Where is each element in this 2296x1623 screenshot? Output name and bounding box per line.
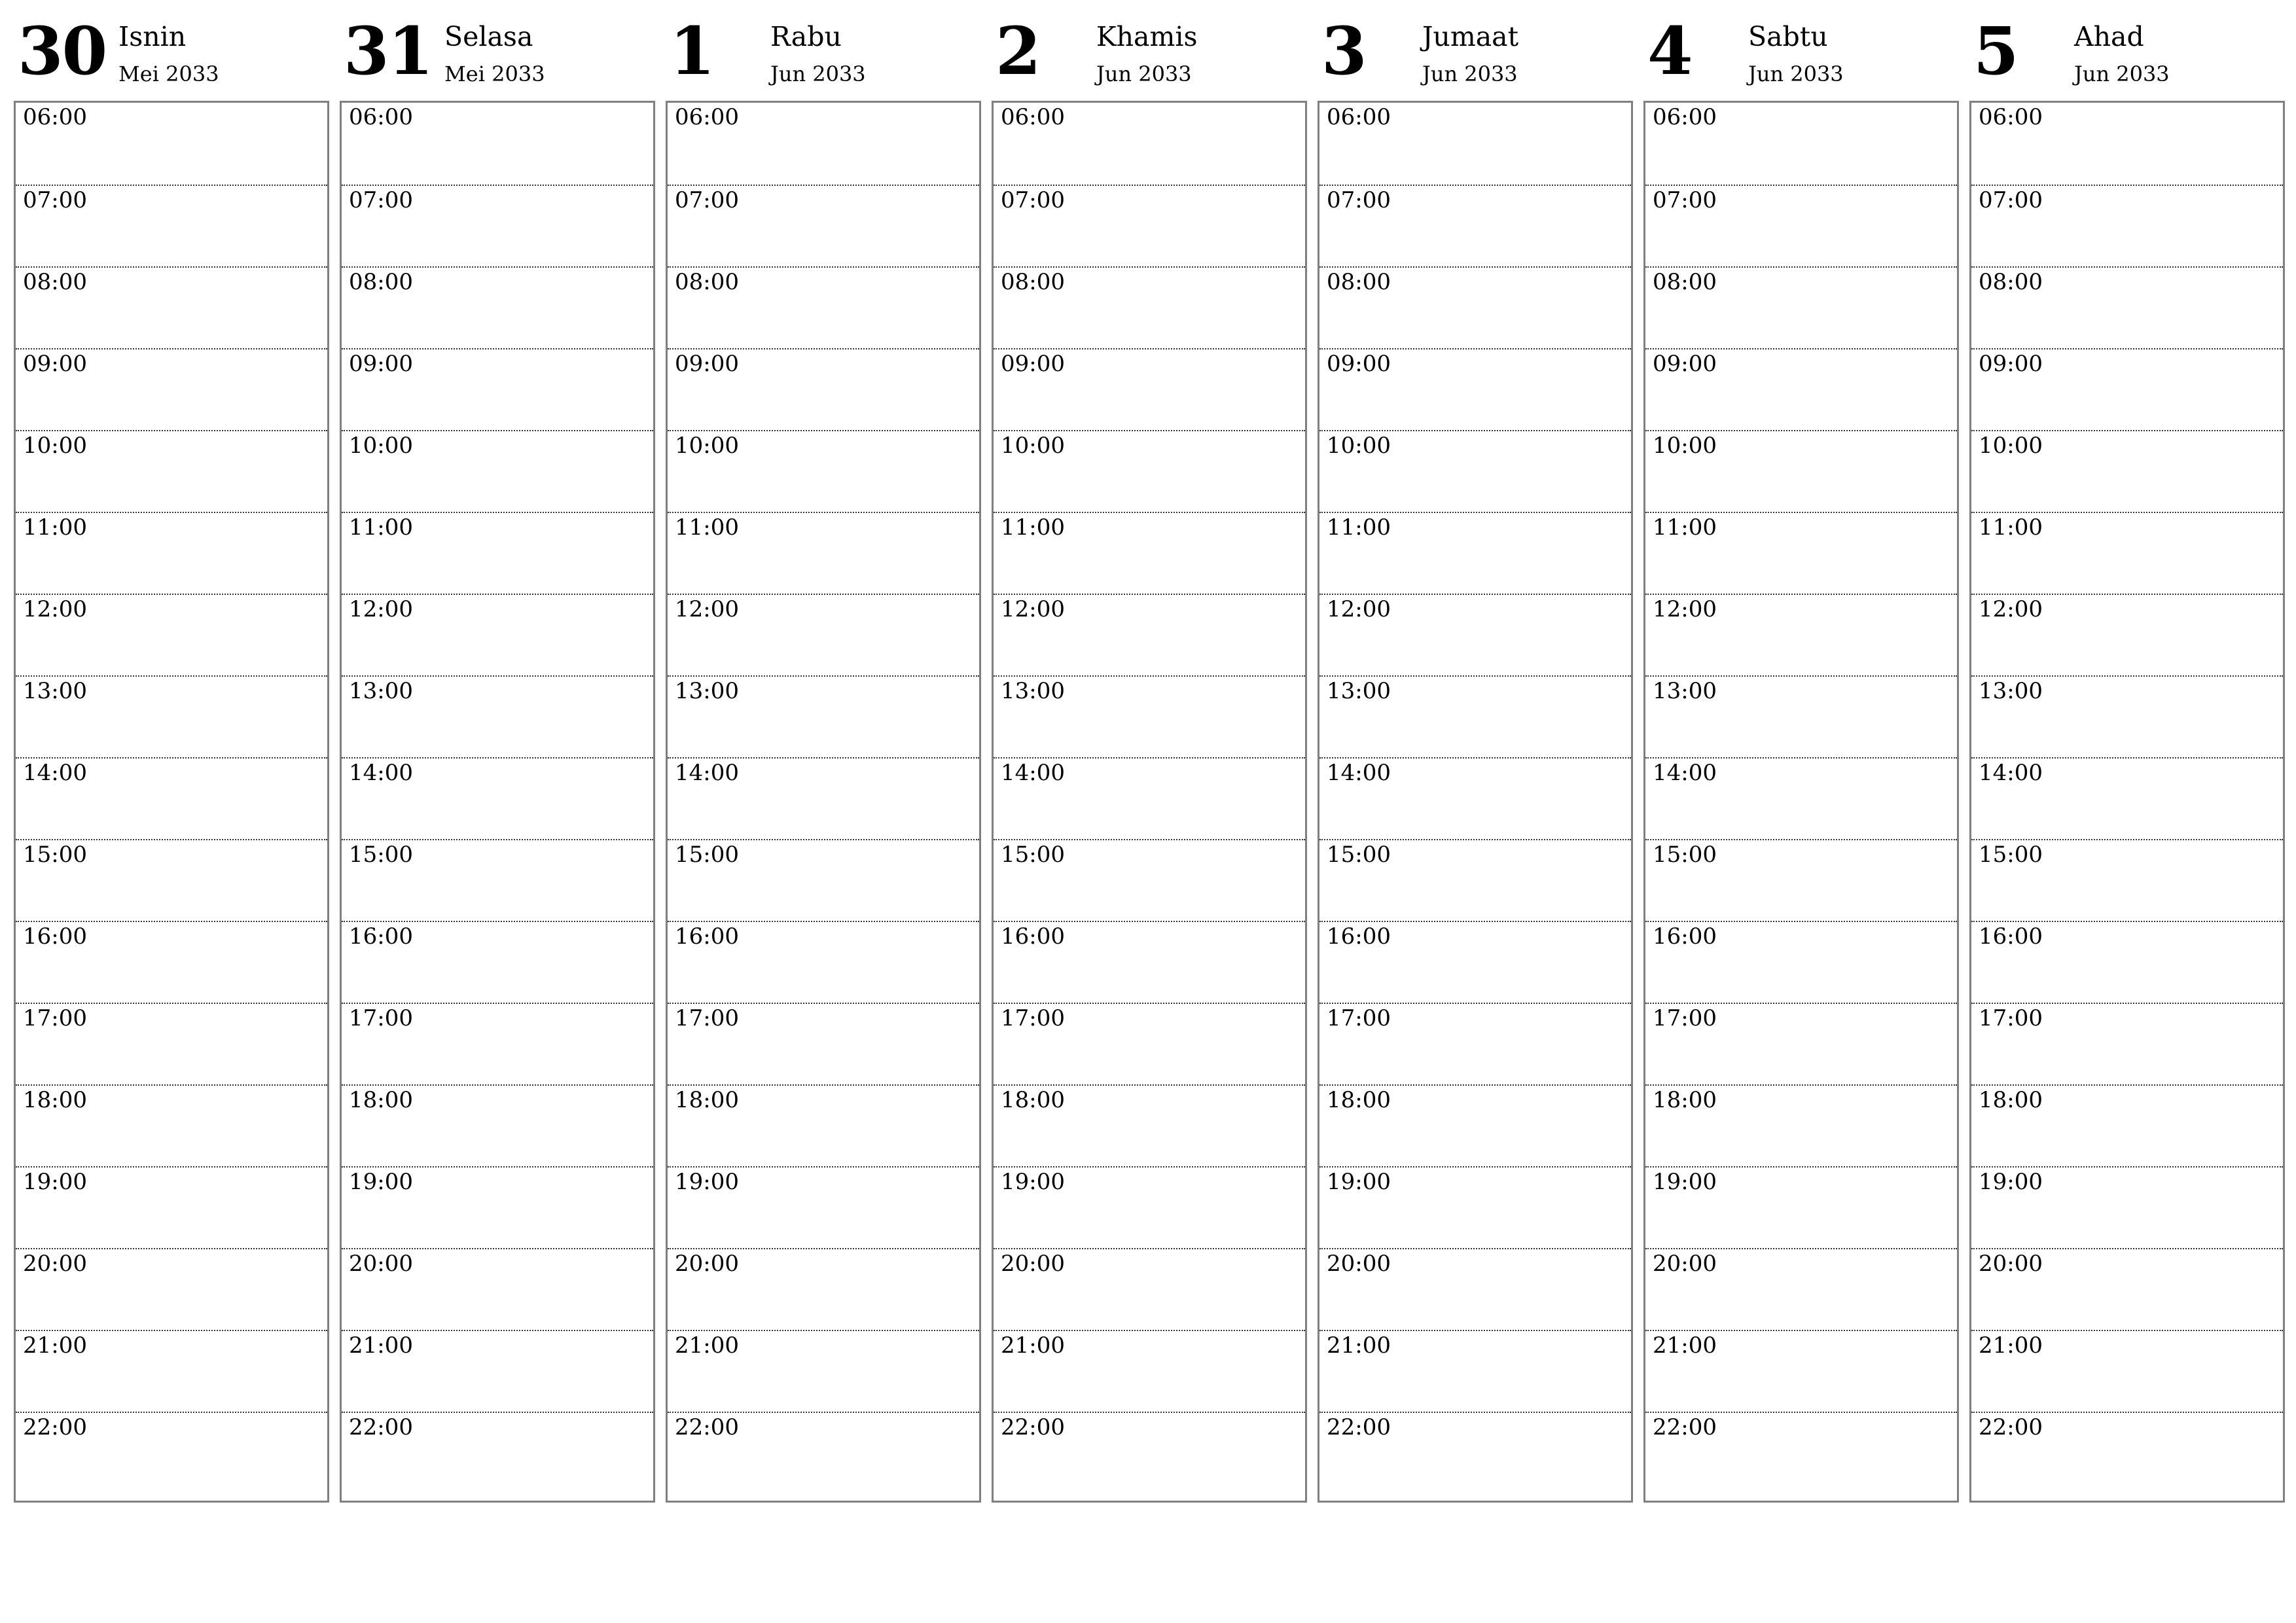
slot-time-label: 16:00: [349, 923, 413, 950]
time-slot[interactable]: [1645, 1166, 1957, 1248]
time-slot[interactable]: [994, 1084, 1305, 1166]
time-slot[interactable]: [1319, 1084, 1631, 1166]
time-slot[interactable]: [16, 594, 327, 675]
slot-time-label: 14:00: [675, 760, 739, 786]
slot-time-label: 09:00: [675, 351, 739, 377]
day-name: Jumaat: [1422, 21, 1519, 52]
time-slot[interactable]: [1971, 594, 2283, 675]
time-slot[interactable]: [1645, 757, 1957, 839]
slot-time-label: 11:00: [1001, 514, 1065, 541]
time-slot[interactable]: [1971, 921, 2283, 1003]
time-slot[interactable]: [1319, 103, 1631, 185]
slot-time-label: 21:00: [1001, 1332, 1065, 1359]
slot-time-label: 21:00: [1979, 1332, 2043, 1359]
slot-time-label: 11:00: [1653, 514, 1717, 541]
time-slot[interactable]: [994, 675, 1305, 757]
day-number: 4: [1647, 12, 1692, 90]
slot-time-label: 14:00: [1327, 760, 1391, 786]
slot-time-label: 09:00: [349, 351, 413, 377]
time-slot[interactable]: [342, 1084, 653, 1166]
day-column: [1969, 12, 2284, 1501]
slot-time-label: 12:00: [1001, 596, 1065, 622]
day-column: [340, 12, 654, 1501]
day-month: Jun 2033: [1748, 62, 1844, 86]
slot-time-label: 06:00: [23, 104, 87, 130]
slot-time-label: 16:00: [1653, 923, 1717, 950]
time-slot[interactable]: [1319, 430, 1631, 512]
slot-time-label: 06:00: [1979, 104, 2043, 130]
time-slot[interactable]: [1971, 757, 2283, 839]
slot-time-label: 10:00: [23, 433, 87, 459]
slot-time-label: 22:00: [1327, 1414, 1391, 1440]
time-slot[interactable]: [16, 1412, 327, 1493]
slot-time-label: 21:00: [1653, 1332, 1717, 1359]
day-number: 31: [344, 12, 433, 90]
time-slot[interactable]: [994, 1412, 1305, 1493]
time-slot[interactable]: [1319, 839, 1631, 921]
slot-time-label: 20:00: [1979, 1251, 2043, 1277]
day-header: [340, 12, 654, 99]
time-slot[interactable]: [668, 675, 979, 757]
time-slot[interactable]: [342, 594, 653, 675]
slot-time-label: 19:00: [1327, 1169, 1391, 1195]
time-slot[interactable]: [1319, 594, 1631, 675]
time-slot[interactable]: [994, 430, 1305, 512]
slot-time-label: 21:00: [349, 1332, 413, 1359]
slot-time-label: 10:00: [1327, 433, 1391, 459]
slot-time-label: 10:00: [1653, 433, 1717, 459]
slot-time-label: 07:00: [1979, 187, 2043, 213]
slot-time-label: 11:00: [675, 514, 739, 541]
slot-time-label: 15:00: [1979, 842, 2043, 868]
slot-time-label: 11:00: [349, 514, 413, 541]
slot-time-label: 08:00: [1653, 269, 1717, 295]
time-slot[interactable]: [342, 348, 653, 430]
slot-time-label: 13:00: [1979, 678, 2043, 704]
time-slot[interactable]: [994, 839, 1305, 921]
slot-time-label: 20:00: [349, 1251, 413, 1277]
slot-time-label: 18:00: [1979, 1087, 2043, 1113]
slot-time-label: 07:00: [1653, 187, 1717, 213]
time-slot[interactable]: [342, 430, 653, 512]
slot-time-label: 16:00: [1979, 923, 2043, 950]
time-slot[interactable]: [342, 839, 653, 921]
time-slot[interactable]: [668, 430, 979, 512]
slot-time-label: 19:00: [23, 1169, 87, 1195]
day-name: Selasa: [444, 21, 533, 52]
time-slot[interactable]: [342, 1166, 653, 1248]
time-slot[interactable]: [16, 1003, 327, 1084]
slot-time-label: 14:00: [1653, 760, 1717, 786]
time-slot[interactable]: [1971, 512, 2283, 594]
slot-time-label: 15:00: [1001, 842, 1065, 868]
slot-time-label: 17:00: [1979, 1005, 2043, 1031]
slot-time-label: 22:00: [23, 1414, 87, 1440]
time-slot[interactable]: [342, 512, 653, 594]
slot-time-label: 10:00: [675, 433, 739, 459]
time-slot[interactable]: [342, 185, 653, 266]
slot-time-label: 06:00: [349, 104, 413, 130]
time-slot[interactable]: [1645, 921, 1957, 1003]
slot-time-label: 13:00: [1001, 678, 1065, 704]
time-slot[interactable]: [342, 757, 653, 839]
time-slot[interactable]: [668, 185, 979, 266]
slot-time-label: 06:00: [1327, 104, 1391, 130]
time-slot[interactable]: [994, 1248, 1305, 1330]
time-slot[interactable]: [1319, 1003, 1631, 1084]
slot-time-label: 10:00: [1001, 433, 1065, 459]
time-slot[interactable]: [1645, 185, 1957, 266]
slot-time-label: 16:00: [675, 923, 739, 950]
time-slot[interactable]: [16, 1084, 327, 1166]
time-slot[interactable]: [994, 103, 1305, 185]
slot-time-label: 22:00: [349, 1414, 413, 1440]
weekly-planner: [14, 12, 2291, 1501]
day-name: Sabtu: [1748, 21, 1828, 52]
slot-time-label: 12:00: [1653, 596, 1717, 622]
time-slot[interactable]: [1971, 1330, 2283, 1412]
slot-time-label: 11:00: [1327, 514, 1391, 541]
slot-time-label: 12:00: [675, 596, 739, 622]
slot-time-label: 06:00: [675, 104, 739, 130]
slot-time-label: 22:00: [1979, 1414, 2043, 1440]
slot-time-label: 18:00: [23, 1087, 87, 1113]
time-slot[interactable]: [668, 103, 979, 185]
time-slot[interactable]: [994, 348, 1305, 430]
slot-time-label: 18:00: [1327, 1087, 1391, 1113]
time-slot[interactable]: [342, 103, 653, 185]
slot-time-label: 22:00: [1653, 1414, 1717, 1440]
time-slot[interactable]: [668, 266, 979, 348]
time-slot[interactable]: [16, 1248, 327, 1330]
hour-grid: [340, 101, 655, 1503]
day-number: 3: [1321, 12, 1366, 90]
slot-time-label: 09:00: [1979, 351, 2043, 377]
time-slot[interactable]: [1319, 512, 1631, 594]
slot-time-label: 13:00: [23, 678, 87, 704]
time-slot[interactable]: [1645, 1084, 1957, 1166]
time-slot[interactable]: [1319, 1412, 1631, 1493]
time-slot[interactable]: [994, 512, 1305, 594]
time-slot[interactable]: [1971, 1084, 2283, 1166]
day-column: [992, 12, 1306, 1501]
slot-time-label: 20:00: [1653, 1251, 1717, 1277]
time-slot[interactable]: [668, 839, 979, 921]
slot-time-label: 21:00: [675, 1332, 739, 1359]
time-slot[interactable]: [16, 430, 327, 512]
time-slot[interactable]: [994, 266, 1305, 348]
time-slot[interactable]: [1645, 103, 1957, 185]
time-slot[interactable]: [342, 1248, 653, 1330]
time-slot[interactable]: [668, 512, 979, 594]
day-month: Jun 2033: [1096, 62, 1192, 86]
time-slot[interactable]: [16, 348, 327, 430]
time-slot[interactable]: [1971, 1412, 2283, 1493]
time-slot[interactable]: [342, 266, 653, 348]
slot-time-label: 13:00: [1653, 678, 1717, 704]
slot-time-label: 08:00: [23, 269, 87, 295]
day-month: Jun 2033: [770, 62, 866, 86]
day-month: Mei 2033: [118, 62, 219, 86]
slot-time-label: 07:00: [1001, 187, 1065, 213]
time-slot[interactable]: [994, 921, 1305, 1003]
slot-time-label: 16:00: [1001, 923, 1065, 950]
hour-grid: [666, 101, 981, 1503]
slot-time-label: 14:00: [349, 760, 413, 786]
time-slot[interactable]: [342, 675, 653, 757]
slot-time-label: 16:00: [1327, 923, 1391, 950]
day-header: [1969, 12, 2284, 99]
hour-grid: [1318, 101, 1633, 1503]
hour-grid: [1969, 101, 2285, 1503]
slot-time-label: 16:00: [23, 923, 87, 950]
day-month: Jun 2033: [2074, 62, 2170, 86]
time-slot[interactable]: [994, 594, 1305, 675]
slot-time-label: 19:00: [1979, 1169, 2043, 1195]
day-column: [1643, 12, 1958, 1501]
time-slot[interactable]: [16, 675, 327, 757]
day-name: Ahad: [2074, 21, 2144, 52]
time-slot[interactable]: [1645, 266, 1957, 348]
slot-time-label: 15:00: [349, 842, 413, 868]
slot-time-label: 12:00: [349, 596, 413, 622]
time-slot[interactable]: [1971, 1003, 2283, 1084]
slot-time-label: 13:00: [675, 678, 739, 704]
time-slot[interactable]: [16, 1330, 327, 1412]
slot-time-label: 11:00: [23, 514, 87, 541]
slot-time-label: 08:00: [1001, 269, 1065, 295]
time-slot[interactable]: [16, 512, 327, 594]
slot-time-label: 13:00: [349, 678, 413, 704]
time-slot[interactable]: [1319, 1248, 1631, 1330]
day-name: Rabu: [770, 21, 842, 52]
slot-time-label: 20:00: [1001, 1251, 1065, 1277]
time-slot[interactable]: [1971, 675, 2283, 757]
time-slot[interactable]: [1645, 348, 1957, 430]
day-header: [666, 12, 980, 99]
time-slot[interactable]: [1319, 1166, 1631, 1248]
hour-grid: [14, 101, 329, 1503]
time-slot[interactable]: [1319, 921, 1631, 1003]
slot-time-label: 08:00: [349, 269, 413, 295]
slot-time-label: 14:00: [1001, 760, 1065, 786]
time-slot[interactable]: [1645, 1248, 1957, 1330]
day-column: [666, 12, 980, 1501]
slot-time-label: 12:00: [1327, 596, 1391, 622]
slot-time-label: 22:00: [675, 1414, 739, 1440]
day-header: [992, 12, 1306, 99]
time-slot[interactable]: [668, 1084, 979, 1166]
time-slot[interactable]: [16, 1166, 327, 1248]
slot-time-label: 10:00: [1979, 433, 2043, 459]
slot-time-label: 17:00: [1001, 1005, 1065, 1031]
time-slot[interactable]: [16, 185, 327, 266]
time-slot[interactable]: [1319, 675, 1631, 757]
time-slot[interactable]: [342, 1003, 653, 1084]
time-slot[interactable]: [16, 839, 327, 921]
day-name: Khamis: [1096, 21, 1198, 52]
slot-time-label: 06:00: [1001, 104, 1065, 130]
slot-time-label: 17:00: [1653, 1005, 1717, 1031]
slot-time-label: 12:00: [23, 596, 87, 622]
time-slot[interactable]: [1645, 430, 1957, 512]
slot-time-label: 09:00: [1653, 351, 1717, 377]
slot-time-label: 19:00: [675, 1169, 739, 1195]
time-slot[interactable]: [1971, 103, 2283, 185]
slot-time-label: 20:00: [1327, 1251, 1391, 1277]
slot-time-label: 21:00: [1327, 1332, 1391, 1359]
time-slot[interactable]: [342, 921, 653, 1003]
time-slot[interactable]: [342, 1330, 653, 1412]
time-slot[interactable]: [668, 921, 979, 1003]
slot-time-label: 18:00: [675, 1087, 739, 1113]
day-column: [1318, 12, 1632, 1501]
slot-time-label: 20:00: [675, 1251, 739, 1277]
slot-time-label: 15:00: [1653, 842, 1717, 868]
slot-time-label: 14:00: [1979, 760, 2043, 786]
time-slot[interactable]: [1645, 512, 1957, 594]
time-slot[interactable]: [994, 1330, 1305, 1412]
slot-time-label: 17:00: [349, 1005, 413, 1031]
time-slot[interactable]: [668, 1003, 979, 1084]
time-slot[interactable]: [668, 348, 979, 430]
slot-time-label: 11:00: [1979, 514, 2043, 541]
time-slot[interactable]: [1645, 594, 1957, 675]
slot-time-label: 17:00: [675, 1005, 739, 1031]
slot-time-label: 21:00: [23, 1332, 87, 1359]
day-number: 5: [1973, 12, 2018, 90]
time-slot[interactable]: [342, 1412, 653, 1493]
slot-time-label: 07:00: [23, 187, 87, 213]
time-slot[interactable]: [1319, 185, 1631, 266]
day-month: Jun 2033: [1422, 62, 1518, 86]
day-number: 30: [18, 12, 107, 90]
slot-time-label: 10:00: [349, 433, 413, 459]
time-slot[interactable]: [1645, 839, 1957, 921]
slot-time-label: 22:00: [1001, 1414, 1065, 1440]
time-slot[interactable]: [16, 103, 327, 185]
slot-time-label: 19:00: [1001, 1169, 1065, 1195]
time-slot[interactable]: [16, 757, 327, 839]
time-slot[interactable]: [1971, 1248, 2283, 1330]
day-header: [14, 12, 328, 99]
time-slot[interactable]: [1645, 1412, 1957, 1493]
slot-time-label: 15:00: [675, 842, 739, 868]
time-slot[interactable]: [994, 185, 1305, 266]
slot-time-label: 07:00: [1327, 187, 1391, 213]
time-slot[interactable]: [16, 266, 327, 348]
slot-time-label: 17:00: [1327, 1005, 1391, 1031]
day-number: 2: [996, 12, 1040, 90]
slot-time-label: 17:00: [23, 1005, 87, 1031]
time-slot[interactable]: [1319, 266, 1631, 348]
time-slot[interactable]: [1645, 1330, 1957, 1412]
time-slot[interactable]: [668, 1412, 979, 1493]
slot-time-label: 06:00: [1653, 104, 1717, 130]
time-slot[interactable]: [1971, 839, 2283, 921]
time-slot[interactable]: [1645, 1003, 1957, 1084]
slot-time-label: 09:00: [1327, 351, 1391, 377]
time-slot[interactable]: [16, 921, 327, 1003]
slot-time-label: 07:00: [675, 187, 739, 213]
time-slot[interactable]: [668, 1330, 979, 1412]
time-slot[interactable]: [994, 757, 1305, 839]
slot-time-label: 13:00: [1327, 678, 1391, 704]
slot-time-label: 08:00: [675, 269, 739, 295]
time-slot[interactable]: [668, 594, 979, 675]
day-number: 1: [670, 12, 714, 90]
slot-time-label: 19:00: [1653, 1169, 1717, 1195]
slot-time-label: 08:00: [1979, 269, 2043, 295]
slot-time-label: 18:00: [1001, 1087, 1065, 1113]
day-column: [14, 12, 328, 1501]
slot-time-label: 12:00: [1979, 596, 2043, 622]
time-slot[interactable]: [668, 1248, 979, 1330]
time-slot[interactable]: [1971, 1166, 2283, 1248]
slot-time-label: 20:00: [23, 1251, 87, 1277]
time-slot[interactable]: [1319, 348, 1631, 430]
time-slot[interactable]: [1645, 675, 1957, 757]
time-slot[interactable]: [1971, 348, 2283, 430]
time-slot[interactable]: [1319, 757, 1631, 839]
time-slot[interactable]: [1319, 1330, 1631, 1412]
slot-time-label: 14:00: [23, 760, 87, 786]
slot-time-label: 09:00: [23, 351, 87, 377]
day-name: Isnin: [118, 21, 187, 52]
day-header: [1318, 12, 1632, 99]
slot-time-label: 18:00: [1653, 1087, 1717, 1113]
time-slot[interactable]: [1971, 266, 2283, 348]
time-slot[interactable]: [668, 757, 979, 839]
time-slot[interactable]: [994, 1166, 1305, 1248]
slot-time-label: 15:00: [1327, 842, 1391, 868]
day-header: [1643, 12, 1958, 99]
time-slot[interactable]: [994, 1003, 1305, 1084]
time-slot[interactable]: [1971, 185, 2283, 266]
time-slot[interactable]: [1971, 430, 2283, 512]
day-month: Mei 2033: [444, 62, 545, 86]
slot-time-label: 09:00: [1001, 351, 1065, 377]
slot-time-label: 15:00: [23, 842, 87, 868]
hour-grid: [1643, 101, 1959, 1503]
slot-time-label: 19:00: [349, 1169, 413, 1195]
time-slot[interactable]: [668, 1166, 979, 1248]
slot-time-label: 08:00: [1327, 269, 1391, 295]
slot-time-label: 18:00: [349, 1087, 413, 1113]
hour-grid: [992, 101, 1307, 1503]
slot-time-label: 07:00: [349, 187, 413, 213]
